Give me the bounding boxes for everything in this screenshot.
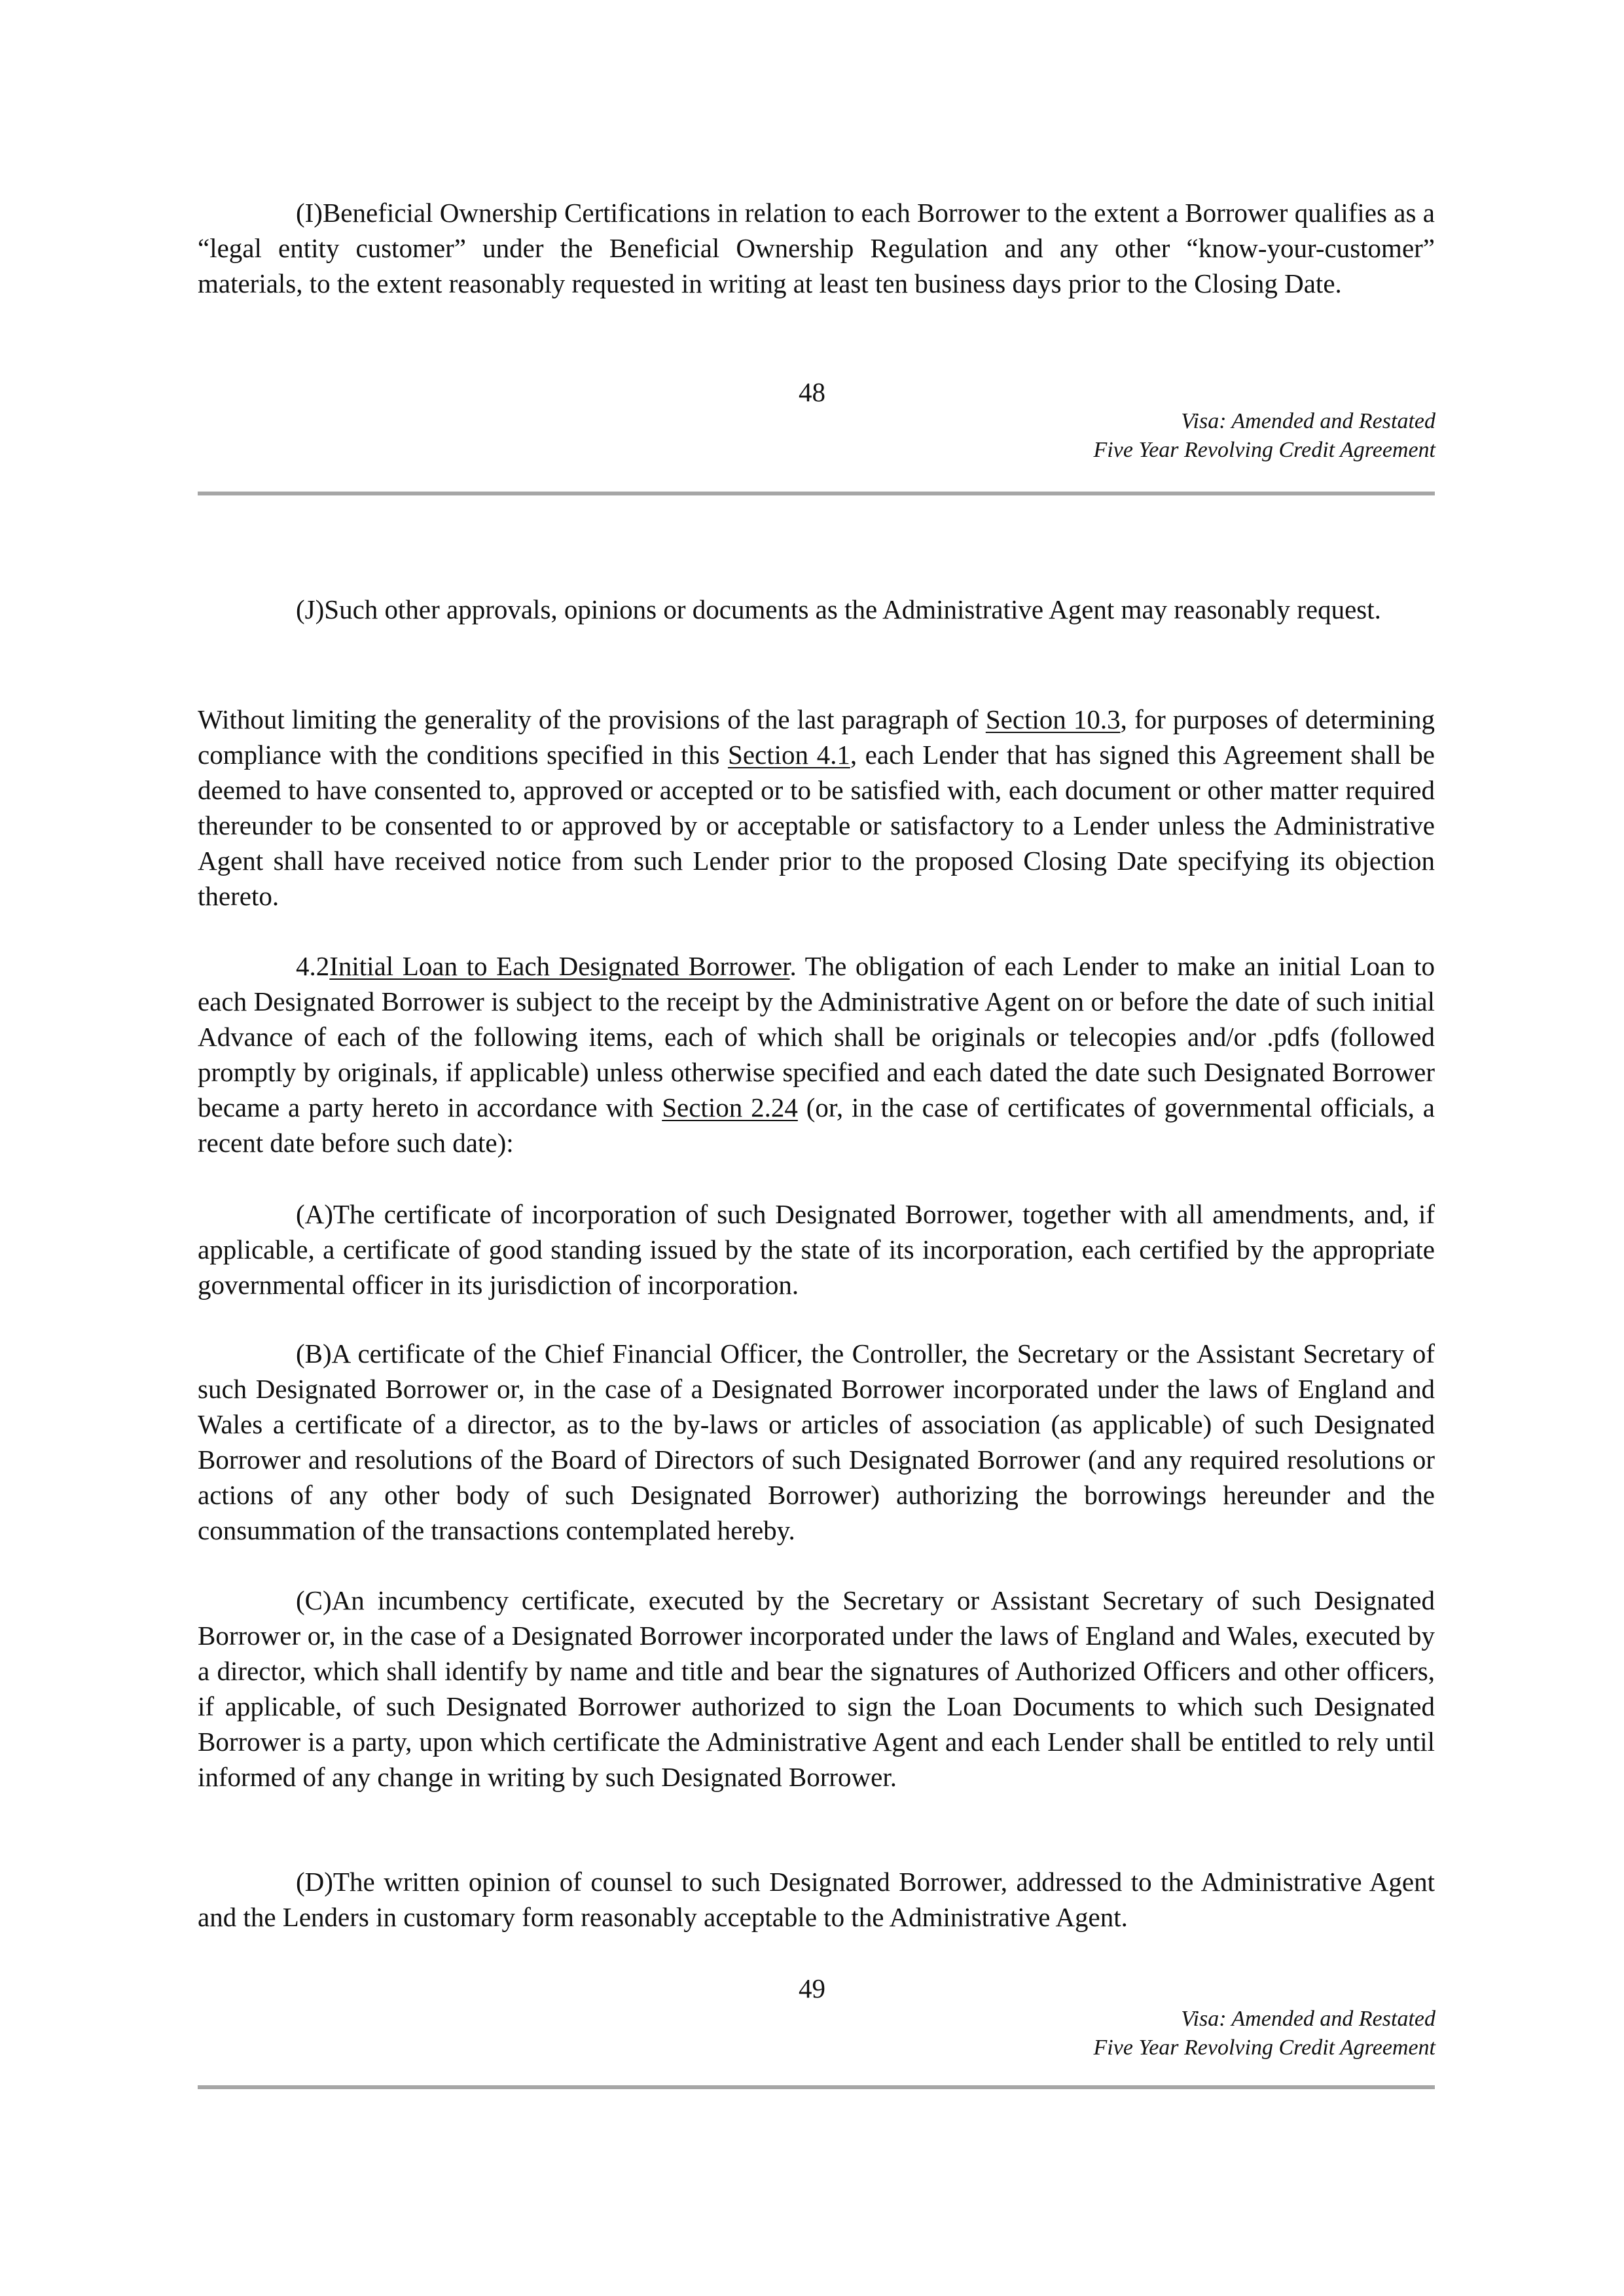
page-bottom-rule: [198, 2085, 1435, 2089]
paragraph-text: , each Lender that has signed this Agreement shall be deemed to have consented to, approved or accepted or to be satisfied with, each document or other matter required thereunder to be consented to or approved by or acceptable or satisfactory to a Lender unless the Administrative Agent shall have received notice from such Lender prior to the proposed Closing Date specifying its objection thereto.: [198, 740, 1435, 911]
paragraph-text: Without limiting the generality of the provisions of the last paragraph of: [198, 704, 986, 734]
paragraph-i: (I)Beneficial Ownership Certifications in relation to each Borrower to the extent a Borrower qualifies as a “legal entity customer” under the Beneficial Ownership Regulation and any other “know-your-customer” materials, to the extent reasonably requested in writing at least ten business days prior to the Closing Date.: [198, 198, 1435, 298]
footer-title-line2: Five Year Revolving Credit Agreement: [1093, 2036, 1435, 2060]
section-10-3-reference: Section 10.3: [985, 704, 1121, 734]
section-number: 4.2: [296, 951, 330, 981]
paragraph-a: (A)The certificate of incorporation of such Designated Borrower, together with all amendments, and, if applicable, a certificate of good standing issued by the state of its incorporation, each certified by the appropriate governmental officer in its jurisdiction of incorporation.: [198, 1199, 1435, 1300]
paragraph-j: (J)Such other approvals, opinions or documents as the Administrative Agent may reasonably request.: [296, 594, 1381, 624]
paragraph-text: . The obligation of each Lender to make an initial Loan to each Designated Borrower is subject to the receipt by the Administrative Agent on or before the date of such initial Advance of each of the following items, each of which shall be originals or telecopies and/or .pdfs (followed promptly by originals, if applicable) unless otherwise specified and each dated the date such Designated Borrower became a party hereto in accordance with: [198, 951, 1435, 1122]
section-4-2-paragraph: [198, 948, 1435, 1160]
paragraph-d: (D)The written opinion of counsel to such Designated Borrower, addressed to the Administrative Agent and the Lenders in customary form reasonably acceptable to the Administrative Agent.: [198, 1867, 1435, 1932]
footer-title-line2: Five Year Revolving Credit Agreement: [1093, 438, 1435, 462]
section-2-24-reference: Section 2.24: [662, 1092, 798, 1122]
paragraph-b: (B)A certificate of the Chief Financial Officer, the Controller, the Secretary or the Assistant Secretary of such Designated Borrower or, in the case of a Designated Borrower incorporated under the laws of England and Wales a certificate of a director, as to the by-laws or articles of association (as applicable) of such Designated Borrower and resolutions of the Board of Directors of such Designated Borrower (and any required resolutions or actions of any other body of such Designated Borrower) authorizing the borrowings hereunder and the consummation of the transactions contemplated hereby.: [198, 1338, 1435, 1545]
paragraph-text: (or, in the case of certificates of governmental officials, a recent date before such date):: [198, 1092, 1435, 1158]
page-number-48: 48: [799, 377, 825, 407]
page-separator-rule: [198, 492, 1435, 495]
paragraph-without-limiting: [198, 702, 1435, 914]
section-4-1-reference: Section 4.1: [728, 740, 850, 770]
page-number-49: 49: [799, 1973, 825, 2003]
paragraph-text: , for purposes of determining compliance with the conditions specified in this: [198, 704, 1435, 770]
footer-title-line1: Visa: Amended and Restated: [1181, 2007, 1435, 2031]
section-heading: Initial Loan to Each Designated Borrower: [329, 951, 790, 981]
footer-title-line1: Visa: Amended and Restated: [1181, 409, 1435, 433]
paragraph-c: (C)An incumbency certificate, executed by the Secretary or Assistant Secretary of such Designated Borrower or, in the case of a Designated Borrower incorporated under the laws of England and Wales, executed by a director, which shall identify by name and title and bear the signatures of Authorized Officers and other officers, if applicable, of such Designated Borrower authorized to sign the Loan Documents to which such Designated Borrower is a party, upon which certificate the Administrative Agent and each Lender shall be entitled to rely until informed of any change in writing by such Designated Borrower.: [198, 1585, 1435, 1792]
